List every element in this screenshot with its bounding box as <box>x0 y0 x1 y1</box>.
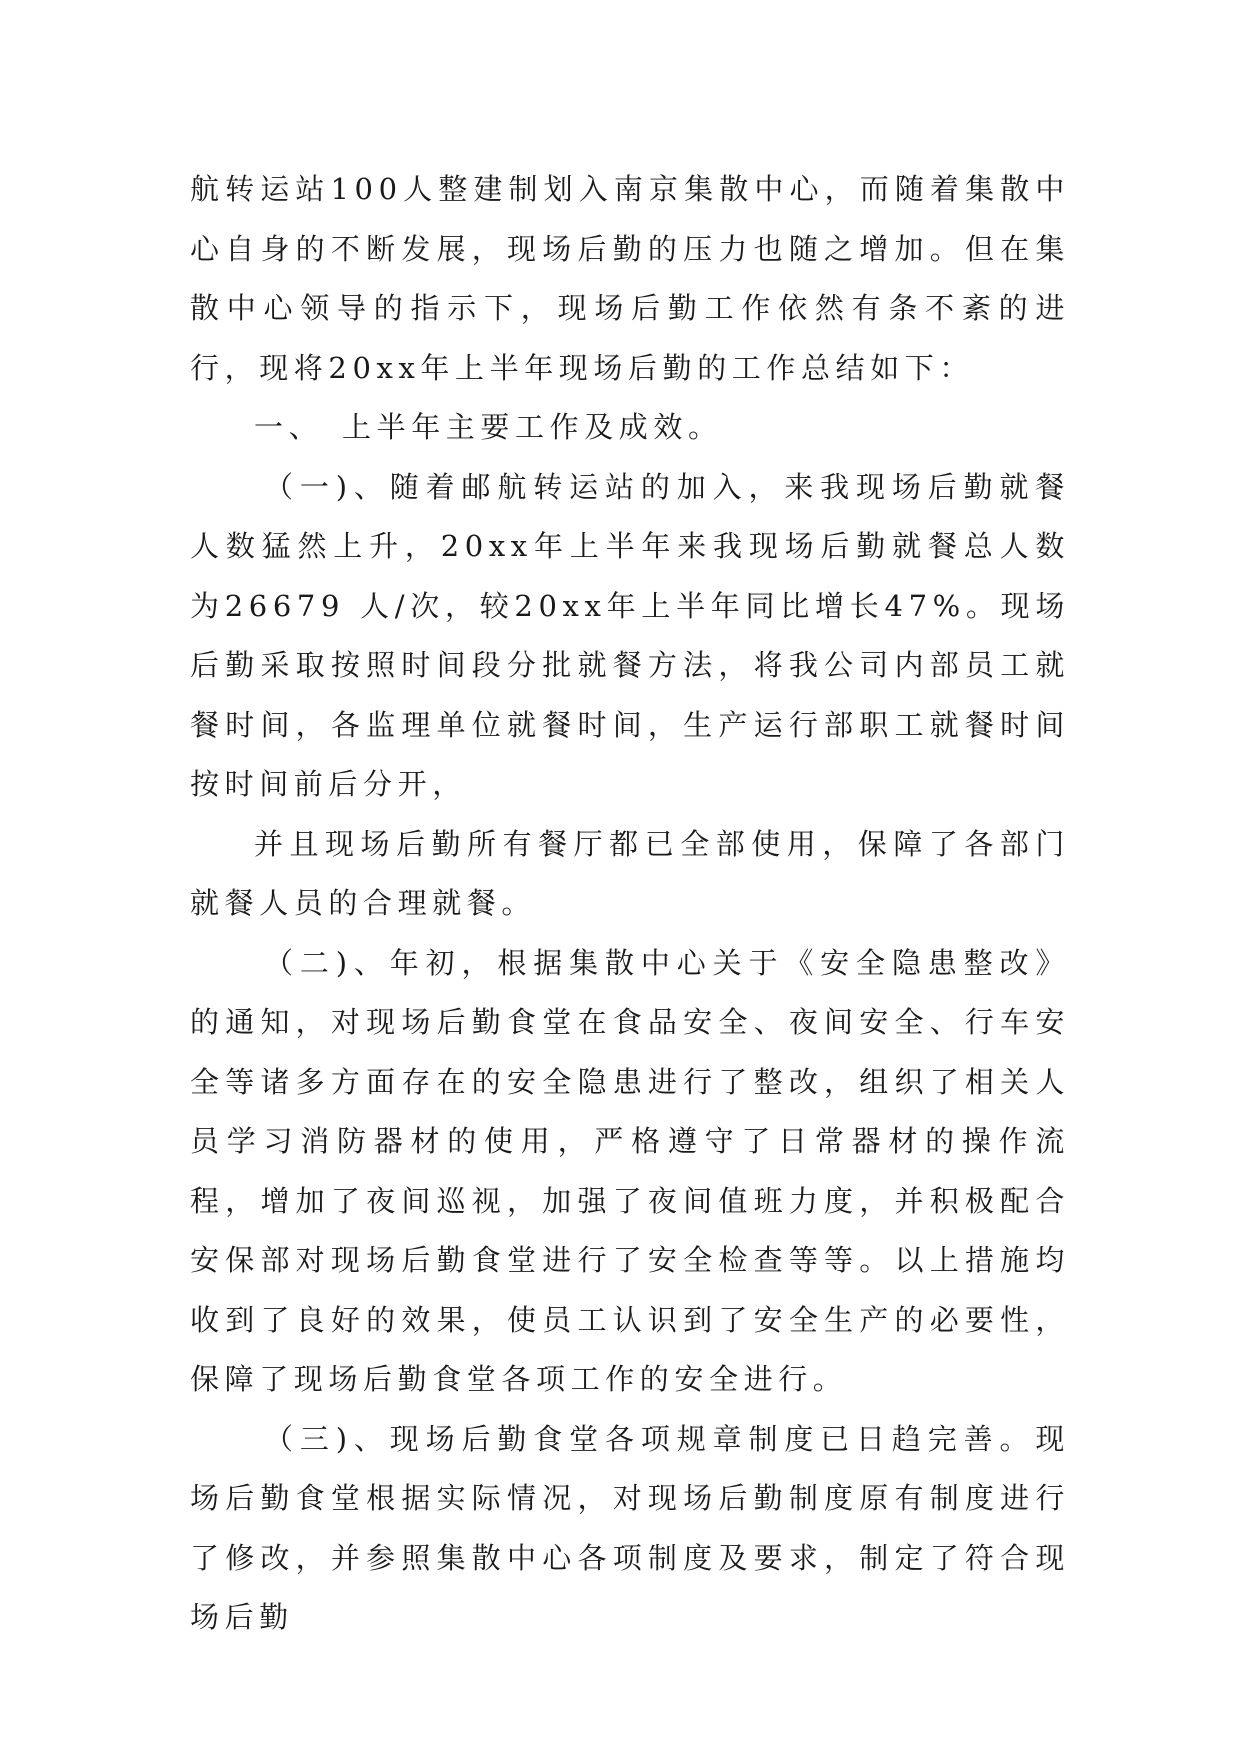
document-body <box>190 160 1070 1648</box>
paragraph-item-1-continued: 并且现场后勤所有餐厅都已全部使用，保障了各部门就餐人员的合理就餐。 <box>190 826 1070 920</box>
section-heading-1 <box>190 398 1070 458</box>
section-heading-number: 一、 <box>254 410 324 444</box>
paragraph-item-2: （二)、年初，根据集散中心关于《安全隐患整改》的通知，对现场后勤食堂在食品安全、夜间安全、行车安全等诸多方面存在的安全隐患进行了整改，组织了相关人员学习消防器材的使用，严格遵守了日常器材的操作流程，增加了夜间巡视，加强了夜间值班力度，并积极配合安保部对现场后勤食堂进行了安全检查等等。以上措施均收到了良好的效果，使员工认识到了安全生产的必要性，保障了现场后勤食堂各项工作的安全进行。 <box>190 945 1070 1396</box>
paragraph-intro: 航转运站100人整建制划入南京集散中心，而随着集散中心自身的不断发展，现场后勤的压力也随之增加。但在集散中心领导的指示下，现场后勤工作依然有条不紊的进行，现将20xx年上半年现场后勤的工作总结如下： <box>190 172 1070 385</box>
section-heading-text: 上半年主要工作及成效。 <box>342 410 723 444</box>
paragraph-item-1: （一)、随着邮航转运站的加入，来我现场后勤就餐人数猛然上升，20xx年上半年来我现场后勤就餐总人数为26679 人/次，较20xx年上半年同比增长47%。现场后勤采取按照时间段分批就餐方法，将我公司内部员工就餐时间，各监理单位就餐时间，生产运行部职工就餐时间按时间前后分开， <box>190 469 1070 801</box>
paragraph-item-3: （三)、现场后勤食堂各项规章制度已日趋完善。现场后勤食堂根据实际情况，对现场后勤制度原有制度进行了修改，并参照集散中心各项制度及要求，制定了符合现场后勤 <box>190 1421 1070 1634</box>
